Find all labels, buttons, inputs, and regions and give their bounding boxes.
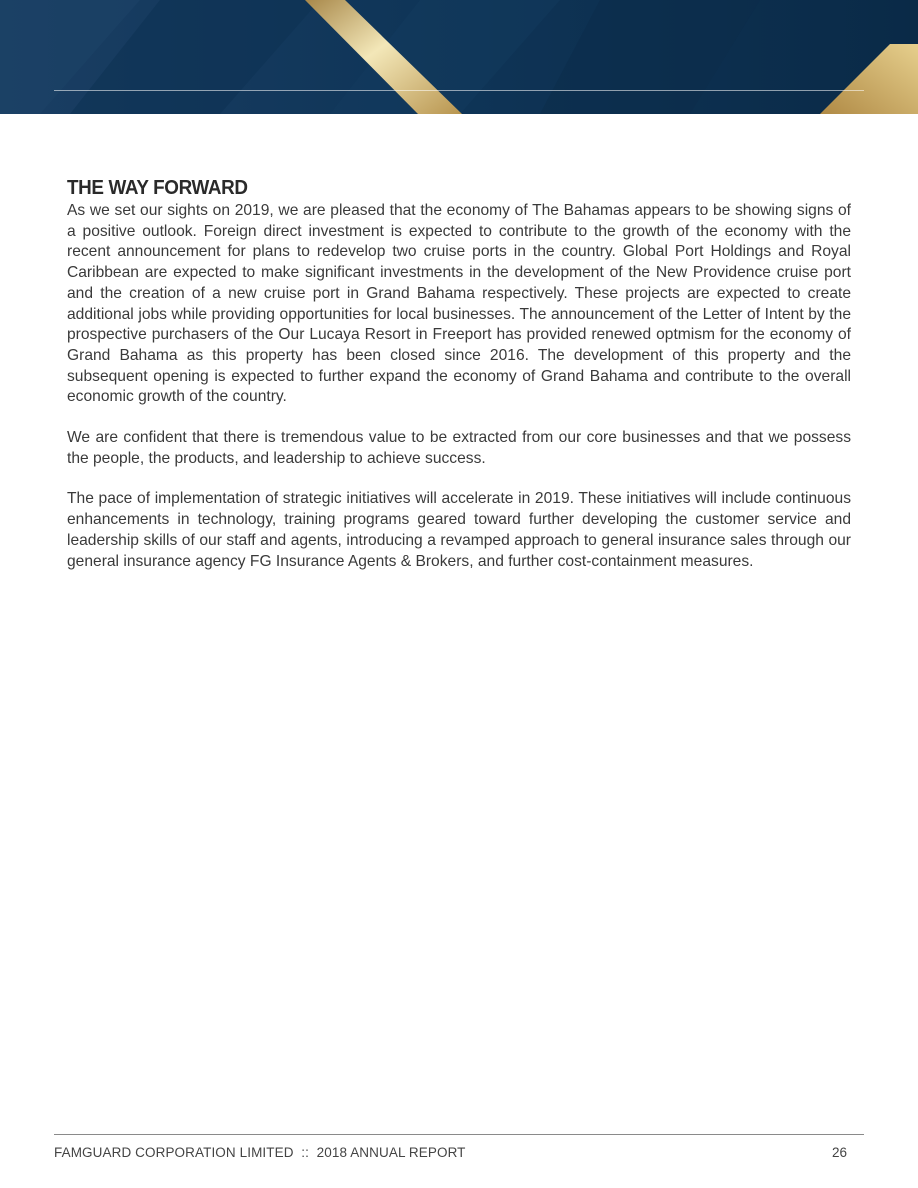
footer-report-title: FAMGUARD CORPORATION LIMITED :: 2018 ANNUAL REPORT	[54, 1145, 466, 1160]
header-banner	[0, 0, 918, 114]
main-content	[67, 175, 851, 592]
paragraph-confidence: We are confident that there is tremendous value to be extracted from our core businesses and that we possess the people, the products, and leadership to achieve success.	[67, 429, 851, 467]
page-number: 26	[831, 1145, 847, 1160]
footer-divider	[54, 1134, 864, 1135]
section-heading: THE WAY FORWARD	[67, 176, 248, 199]
banner-graphic	[0, 0, 918, 114]
paragraph-outlook: As we set our sights on 2019, we are pleased that the economy of The Bahamas appears to be showing signs of a positive outlook. Foreign direct investment is expected to contribute to the growth of the economy with the recent announcement for plans to redevelop two cruise ports in the country. Global Port Holdings and Royal Caribbean are expected to make significant investments in the development of the New Providence cruise port and the creation of a new cruise port in Grand Bahama respectively. These projects are expected to create additional jobs while providing opportunities for local businesses. The announcement of the Letter of Intent by the prospective purchasers of the Our Lucaya Resort in Freeport has provided renewed optmism for the economy of Grand Bahama as this property has been closed since 2016. The development of this property and the subsequent opening is expected to further expand the economy of Grand Bahama and contribute to the overall economic growth of the country.	[67, 202, 851, 406]
banner-divider	[54, 90, 864, 91]
paragraph-initiatives: The pace of implementation of strategic initiatives will accelerate in 2019. These initiatives will include continuous enhancements in technology, training programs geared toward further developing the customer service and leadership skills of our staff and agents, introducing a revamped approach to general insurance sales through our general insurance agency FG Insurance Agents & Brokers, and further cost-containment measures.	[67, 490, 851, 570]
